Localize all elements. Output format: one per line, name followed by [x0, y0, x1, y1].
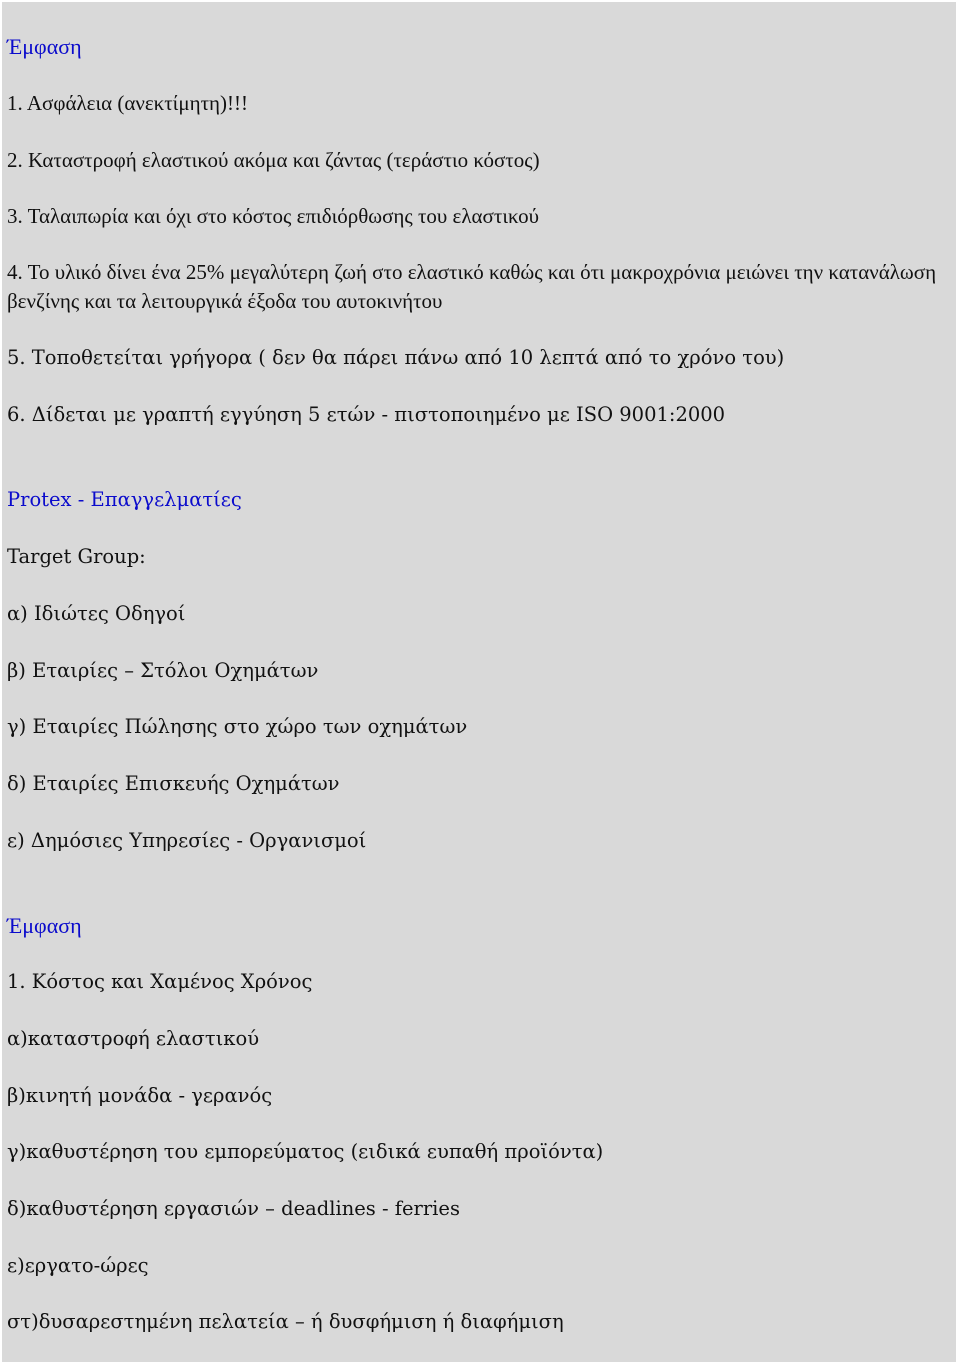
cost-item-e: ε)εργατο-ώρες [7, 1254, 149, 1277]
emphasis-item-4: 4. Το υλικό δίνει ένα 25% μεγαλύτερη ζωή στο ελαστικό καθώς και ότι μακροχρόνια μειώνει την κατανάλωση βενζίνης και τα λειτουργικά έξοδα του αυτοκινήτου [7, 260, 937, 313]
cost-item-1: 1. Κόστος και Χαμένος Χρόνος [7, 970, 313, 993]
cost-item-c: γ)καθυστέρηση του εμπορεύματος (ειδικά ευπαθή προϊόντα) [7, 1140, 604, 1163]
cost-item-st: στ)δυσαρεστημένη πελατεία – ή δυσφήμιση ή διαφήμιση [7, 1310, 564, 1333]
document-page [2, 2, 956, 1362]
emphasis-item-1: 1. Ασφάλεια (ανεκτίμητη)!!! [7, 91, 248, 115]
cost-item-d: δ)καθυστέρηση εργασιών – deadlines - ferries [7, 1197, 460, 1220]
target-group-item-c: γ) Εταιρίες Πώλησης στο χώρο των οχημάτων [7, 715, 468, 738]
target-group-label: Target Group: [7, 545, 146, 568]
target-group-item-d: δ) Εταιρίες Επισκευής Οχημάτων [7, 772, 340, 795]
cost-item-b: β)κινητή μονάδα - γερανός [7, 1084, 273, 1107]
target-group-item-b: β) Εταιρίες – Στόλοι Οχημάτων [7, 659, 319, 682]
emphasis-item-6: 6. Δίδεται με γραπτή εγγύηση 5 ετών - πιστοποιημένο με ISO 9001:2000 [7, 403, 726, 426]
cost-item-a: α)καταστροφή ελαστικού [7, 1027, 260, 1050]
target-group-item-e: ε) Δημόσιες Υπηρεσίες - Οργανισμοί [7, 829, 367, 852]
section-heading-protex: Protex - Επαγγελματίες [7, 488, 242, 511]
section-heading-emphasis-1: Έμφαση [7, 34, 82, 59]
section-heading-emphasis-2: Έμφαση [7, 913, 82, 938]
emphasis-item-3: 3. Ταλαιπωρία και όχι στο κόστος επιδιόρθωσης του ελαστικού [7, 204, 539, 228]
target-group-item-a: α) Ιδιώτες Οδηγοί [7, 602, 186, 625]
emphasis-item-2: 2. Καταστροφή ελαστικού ακόμα και ζάντας (τεράστιο κόστος) [7, 148, 540, 172]
emphasis-item-5: 5. Τοποθετείται γρήγορα ( δεν θα πάρει πάνω από 10 λεπτά από το χρόνο του) [7, 346, 785, 369]
